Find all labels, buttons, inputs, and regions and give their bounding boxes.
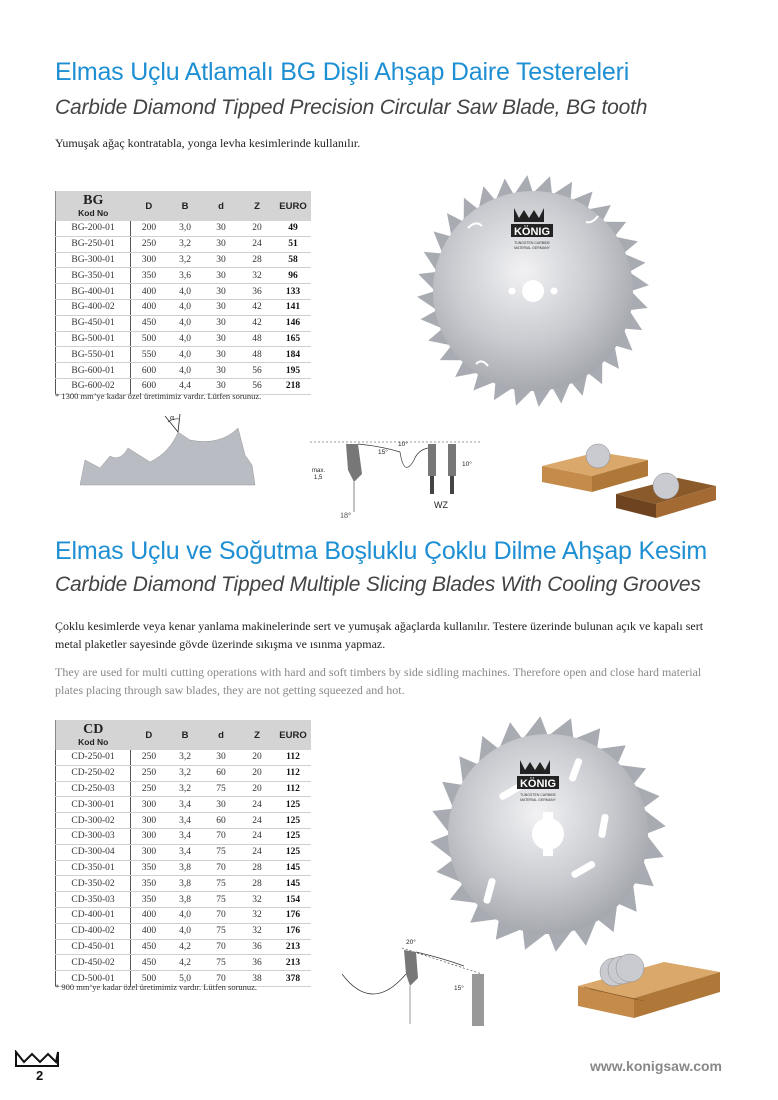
cell-teeth: 36	[239, 939, 275, 955]
cell-teeth: 36	[239, 284, 275, 300]
cell-bore: 70	[203, 971, 239, 987]
wz-label: WZ	[434, 500, 448, 510]
cell-teeth: 48	[239, 347, 275, 363]
cell-teeth: 32	[239, 268, 275, 284]
table-row	[56, 876, 312, 892]
cell-width: 5,0	[167, 971, 203, 987]
table-row	[56, 315, 312, 331]
cell-diameter: 250	[131, 750, 168, 765]
table-row	[56, 750, 312, 765]
cell-code: CD-400-01	[56, 907, 131, 923]
cell-diameter: 300	[131, 828, 168, 844]
cell-price: 145	[275, 876, 311, 892]
cell-width: 3,2	[167, 236, 203, 252]
cell-diameter: 350	[131, 892, 168, 908]
svg-text:18°: 18°	[340, 511, 352, 520]
col-header-bore: d	[203, 191, 239, 221]
cell-width: 4,0	[167, 363, 203, 379]
cell-diameter: 450	[131, 939, 168, 955]
cd-spec-table	[55, 720, 311, 987]
bg-spec-table	[55, 191, 311, 395]
cell-price: 49	[275, 221, 311, 236]
cell-bore: 60	[203, 813, 239, 829]
cell-width: 3,4	[167, 844, 203, 860]
section1-title-en: Carbide Diamond Tipped Precision Circular Saw Blade, BG tooth	[55, 96, 648, 119]
section2-description-tr: Çoklu kesimlerde veya kenar yanlama makinelerinde sert ve yumuşak ağaçlarda kullanılır. Testere üzerinde bulunan açık ve kapalı sert metal plaketler sayesinde gövde üzerinde sıkışma ve ısınma yapmaz.	[55, 619, 704, 651]
cell-price: 112	[275, 781, 311, 797]
blade-bore-hole	[532, 818, 564, 850]
cell-teeth: 56	[239, 378, 275, 394]
cell-bore: 30	[203, 268, 239, 284]
cell-bore: 30	[203, 331, 239, 347]
cell-price: 184	[275, 347, 311, 363]
cell-teeth: 20	[239, 765, 275, 781]
cell-code: CD-350-01	[56, 860, 131, 876]
cell-price: 51	[275, 236, 311, 252]
cell-price: 378	[275, 971, 311, 987]
cell-teeth: 24	[239, 797, 275, 813]
col-header-b: B	[167, 720, 203, 750]
col-header-euro: EURO	[275, 720, 311, 750]
cell-code: CD-450-02	[56, 955, 131, 971]
cell-price: 176	[275, 923, 311, 939]
cell-width: 4,0	[167, 284, 203, 300]
table-kod-label: Kod No	[78, 737, 109, 747]
svg-text:TUNGSTEN CARBIDE: TUNGSTEN CARBIDE	[520, 793, 556, 797]
section2-note: * 900 mm’ye kadar özel üretimimiz vardır. Lütfen sorunuz.	[55, 982, 258, 992]
cell-price: 146	[275, 315, 311, 331]
svg-text:MATERIAL GERMANY: MATERIAL GERMANY	[514, 246, 550, 250]
table-row	[56, 252, 312, 268]
table-row	[56, 268, 312, 284]
table-row	[56, 765, 312, 781]
cell-diameter: 500	[131, 971, 168, 987]
cell-price: 133	[275, 284, 311, 300]
table-row	[56, 797, 312, 813]
cd-cutting-illustration	[574, 946, 724, 1020]
cell-price: 96	[275, 268, 311, 284]
cell-width: 3,2	[167, 781, 203, 797]
cell-price: 125	[275, 844, 311, 860]
svg-text:10°: 10°	[398, 441, 408, 448]
cell-code: CD-250-02	[56, 765, 131, 781]
cell-price: 141	[275, 299, 311, 315]
table-row	[56, 939, 312, 955]
table-row	[56, 860, 312, 876]
cell-diameter: 350	[131, 876, 168, 892]
cell-code: BG-250-01	[56, 236, 131, 252]
cell-price: 218	[275, 378, 311, 394]
table-code-header	[56, 191, 131, 221]
table-row	[56, 907, 312, 923]
logo-brand-text: KÖNIG	[513, 226, 551, 238]
cell-teeth: 36	[239, 955, 275, 971]
table-row	[56, 363, 312, 379]
pin-hole-left	[509, 288, 516, 295]
table-row	[56, 844, 312, 860]
cell-price: 176	[275, 907, 311, 923]
cell-teeth: 42	[239, 315, 275, 331]
col-header-z: Z	[239, 720, 275, 750]
page-number: 2	[36, 1068, 44, 1083]
table-row	[56, 236, 312, 252]
cell-teeth: 38	[239, 971, 275, 987]
cell-bore: 30	[203, 284, 239, 300]
cell-teeth: 28	[239, 252, 275, 268]
col-header-b: B	[167, 191, 203, 221]
cell-teeth: 28	[239, 876, 275, 892]
table-row	[56, 781, 312, 797]
cell-code: BG-400-02	[56, 299, 131, 315]
cell-price: 112	[275, 765, 311, 781]
cell-price: 145	[275, 860, 311, 876]
website-url[interactable]: www.konigsaw.com	[590, 1058, 722, 1074]
table-row	[56, 955, 312, 971]
svg-text:1,5: 1,5	[314, 475, 323, 481]
cell-bore: 75	[203, 892, 239, 908]
cell-price: 195	[275, 363, 311, 379]
section1-note: * 1300 mm’ye kadar özel üretimimiz vardır. Lütfen sorunuz.	[55, 391, 262, 401]
cell-diameter: 300	[131, 844, 168, 860]
cell-width: 3,6	[167, 268, 203, 284]
cell-price: 213	[275, 955, 311, 971]
cell-diameter: 550	[131, 347, 168, 363]
cell-bore: 30	[203, 378, 239, 394]
table-row	[56, 892, 312, 908]
section1-description: Yumuşak ağaç kontratabla, yonga levha kesimlerinde kullanılır.	[55, 136, 361, 150]
cell-width: 4,0	[167, 331, 203, 347]
cell-bore: 60	[203, 765, 239, 781]
cell-bore: 30	[203, 315, 239, 331]
cell-width: 3,8	[167, 860, 203, 876]
table-code-header	[56, 720, 131, 750]
cell-code: BG-500-01	[56, 331, 131, 347]
svg-text:20°: 20°	[406, 939, 416, 946]
logo-brand-text: KÖNIG	[519, 778, 557, 790]
cell-width: 4,2	[167, 955, 203, 971]
cell-bore: 75	[203, 955, 239, 971]
cell-diameter: 400	[131, 299, 168, 315]
table-row	[56, 284, 312, 300]
cell-width: 3,2	[167, 252, 203, 268]
cell-code: BG-600-02	[56, 378, 131, 394]
cell-diameter: 300	[131, 797, 168, 813]
cell-diameter: 400	[131, 907, 168, 923]
cell-diameter: 200	[131, 221, 168, 236]
cell-price: 165	[275, 331, 311, 347]
cell-teeth: 32	[239, 892, 275, 908]
bg-saw-blade-image	[408, 156, 658, 426]
cell-width: 4,0	[167, 299, 203, 315]
cell-code: CD-500-01	[56, 971, 131, 987]
cell-teeth: 24	[239, 813, 275, 829]
cell-teeth: 42	[239, 299, 275, 315]
svg-text:MATERIAL GERMANY: MATERIAL GERMANY	[520, 798, 556, 802]
cell-code: CD-300-03	[56, 828, 131, 844]
svg-text:15°: 15°	[378, 449, 388, 456]
col-header-d: D	[131, 191, 168, 221]
cell-width: 4,4	[167, 378, 203, 394]
cell-price: 58	[275, 252, 311, 268]
cell-code: BG-350-01	[56, 268, 131, 284]
tooth-tip	[346, 444, 362, 482]
cell-diameter: 400	[131, 284, 168, 300]
tooth-profile-shape	[80, 428, 255, 485]
cell-width: 3,8	[167, 892, 203, 908]
cell-code: BG-200-01	[56, 221, 131, 236]
cell-teeth: 24	[239, 236, 275, 252]
cell-width: 3,0	[167, 221, 203, 236]
cell-width: 4,0	[167, 347, 203, 363]
cell-diameter: 450	[131, 955, 168, 971]
col-header-bore: d	[203, 720, 239, 750]
table-code-label: BG	[83, 193, 104, 208]
crown-logo-icon	[14, 1050, 60, 1068]
cell-code: CD-400-02	[56, 923, 131, 939]
cell-code: CD-300-04	[56, 844, 131, 860]
cell-teeth: 24	[239, 828, 275, 844]
table-kod-label: Kod No	[78, 208, 109, 218]
cell-price: 154	[275, 892, 311, 908]
cell-diameter: 400	[131, 923, 168, 939]
cell-price: 213	[275, 939, 311, 955]
section2-title-en: Carbide Diamond Tipped Multiple Slicing Blades With Cooling Grooves	[55, 573, 701, 596]
cell-width: 4,0	[167, 315, 203, 331]
cell-code: CD-450-01	[56, 939, 131, 955]
cell-diameter: 300	[131, 252, 168, 268]
cell-diameter: 350	[131, 268, 168, 284]
table-row	[56, 221, 312, 236]
cell-diameter: 450	[131, 315, 168, 331]
table-row	[56, 331, 312, 347]
cell-diameter: 350	[131, 860, 168, 876]
blade-bore-hole	[522, 280, 544, 302]
cell-bore: 75	[203, 876, 239, 892]
table-row	[56, 813, 312, 829]
table-code-label: CD	[83, 722, 104, 737]
cell-code: BG-400-01	[56, 284, 131, 300]
cell-bore: 30	[203, 347, 239, 363]
cell-width: 3,4	[167, 828, 203, 844]
table-row	[56, 923, 312, 939]
cell-bore: 30	[203, 236, 239, 252]
cell-bore: 70	[203, 939, 239, 955]
cell-bore: 70	[203, 907, 239, 923]
cell-teeth: 48	[239, 331, 275, 347]
cell-diameter: 250	[131, 781, 168, 797]
cell-code: BG-450-01	[56, 315, 131, 331]
cell-bore: 30	[203, 750, 239, 765]
cell-bore: 30	[203, 252, 239, 268]
table-row	[56, 347, 312, 363]
cell-width: 3,2	[167, 765, 203, 781]
cell-teeth: 32	[239, 907, 275, 923]
cell-price: 112	[275, 750, 311, 765]
cell-teeth: 24	[239, 844, 275, 860]
cell-diameter: 500	[131, 331, 168, 347]
cell-code: CD-250-03	[56, 781, 131, 797]
col-header-d: D	[131, 720, 168, 750]
bg-angle-diagram	[310, 430, 490, 520]
cell-teeth: 20	[239, 750, 275, 765]
cell-teeth: 32	[239, 923, 275, 939]
cell-bore: 75	[203, 923, 239, 939]
cell-bore: 70	[203, 828, 239, 844]
cell-width: 4,0	[167, 923, 203, 939]
svg-text:10°: 10°	[462, 461, 472, 468]
cell-code: CD-350-02	[56, 876, 131, 892]
cell-teeth: 28	[239, 860, 275, 876]
svg-text:max.: max.	[312, 468, 326, 474]
cell-bore: 30	[203, 363, 239, 379]
col-header-z: Z	[239, 191, 275, 221]
cell-code: BG-550-01	[56, 347, 131, 363]
cell-diameter: 250	[131, 765, 168, 781]
cell-width: 3,4	[167, 813, 203, 829]
table-row	[56, 299, 312, 315]
cell-code: CD-300-01	[56, 797, 131, 813]
cell-diameter: 600	[131, 363, 168, 379]
cell-teeth: 56	[239, 363, 275, 379]
cell-width: 3,4	[167, 797, 203, 813]
cell-bore: 75	[203, 781, 239, 797]
pin-hole-right	[551, 288, 558, 295]
cell-width: 4,0	[167, 907, 203, 923]
cell-diameter: 600	[131, 378, 168, 394]
cell-code: BG-600-01	[56, 363, 131, 379]
svg-text:15°: 15°	[454, 985, 464, 992]
cell-width: 3,2	[167, 750, 203, 765]
alpha-label: α	[170, 413, 175, 422]
table-row	[56, 828, 312, 844]
cell-teeth: 20	[239, 781, 275, 797]
cell-diameter: 250	[131, 236, 168, 252]
cell-price: 125	[275, 828, 311, 844]
cell-diameter: 300	[131, 813, 168, 829]
cell-bore: 30	[203, 299, 239, 315]
cell-code: CD-300-02	[56, 813, 131, 829]
svg-text:TUNGSTEN CARBIDE: TUNGSTEN CARBIDE	[514, 241, 550, 245]
cell-width: 3,8	[167, 876, 203, 892]
cd-angle-diagram	[342, 934, 492, 1028]
cell-bore: 70	[203, 860, 239, 876]
cell-bore: 30	[203, 221, 239, 236]
cell-code: BG-300-01	[56, 252, 131, 268]
section2-title-tr: Elmas Uçlu ve Soğutma Boşluklu Çoklu Dilme Ahşap Kesim	[55, 537, 707, 565]
cell-bore: 75	[203, 844, 239, 860]
cell-width: 4,2	[167, 939, 203, 955]
cell-price: 125	[275, 797, 311, 813]
cd-saw-blade-image	[420, 706, 680, 956]
col-header-euro: EURO	[275, 191, 311, 221]
cell-code: CD-350-03	[56, 892, 131, 908]
bg-cutting-illustration	[538, 436, 718, 520]
cell-bore: 30	[203, 797, 239, 813]
section2-description-en: They are used for multi cutting operations with hard and soft timbers by side sidling machines. Therefore open and close hard material plates placing through saw blades, they are not getting squeezed and hot.	[55, 665, 702, 697]
bg-tooth-profile-diagram	[80, 410, 260, 500]
cell-price: 125	[275, 813, 311, 829]
cell-teeth: 20	[239, 221, 275, 236]
cell-code: CD-250-01	[56, 750, 131, 765]
section1-title-tr: Elmas Uçlu Atlamalı BG Dişli Ahşap Daire Testereleri	[55, 58, 630, 86]
